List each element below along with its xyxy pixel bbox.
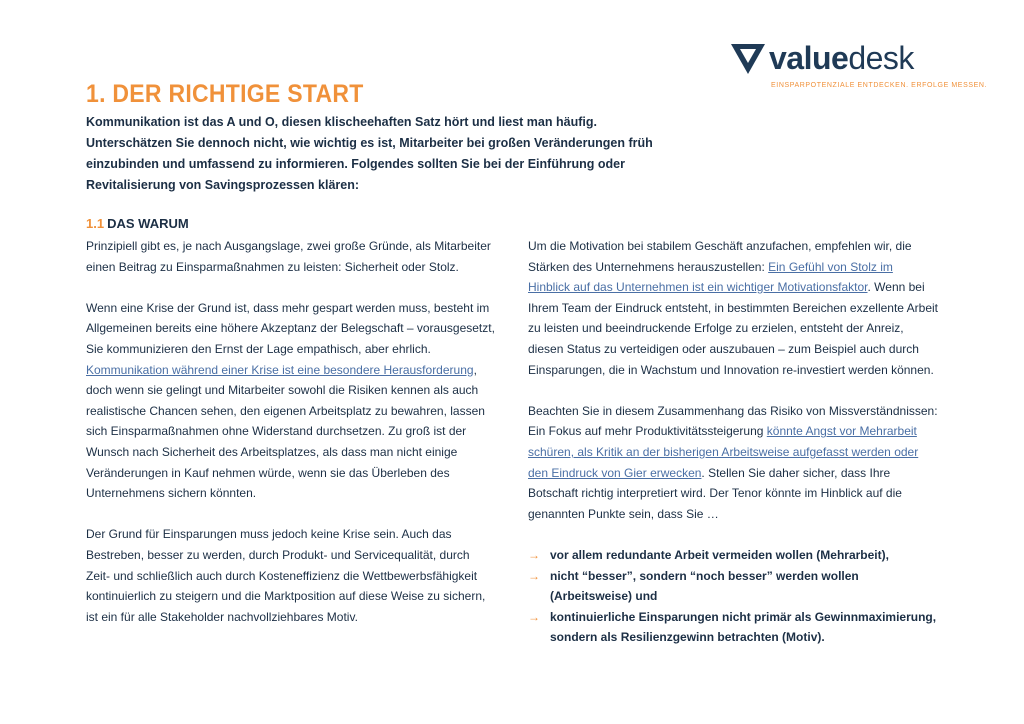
left-column [86, 236, 496, 648]
section-number: 1.1 [86, 216, 105, 231]
intro-paragraph: Kommunikation ist das A und O, diesen klischeehaften Satz hört und liest man häufig. Unterschätzen Sie dennoch nicht, wie wichtig es ist, Mitarbeiter bei großen Veränderungen früh einzubinden und umfassend zu informieren. Folgendes sollten Sie bei der Einführung oder Revitalisierung von Savingsprozessen klären: [86, 115, 653, 192]
arrow-right-icon: → [528, 609, 540, 624]
left-paragraph-2: Wenn eine Krise der Grund ist, dass mehr gespart werden muss, besteht im Allgemeinen bereits eine höhere Akzeptanz der Belegschaft – vorausgesetzt, Sie kommunizieren den Ernst der Lage empathisch, aber ehrlich. Kommunikation während einer Krise ist eine besondere Herausforderung, doch wenn sie gelingt und Mitarbeiter sowohl die Risiken kennen als auch realistische Chancen sehen, den eigenen Arbeitsplatz zu bewahren, lassen sich Einsparmaßnahmen ohne Widerstand durchsetzen. Zu groß ist der Wunsch nach Sicherheit des Arbeitsplatzes, als dass man nicht einige Veränderungen in Kauf nehmen würde, wenn sie das Überleben des Unternehmens sichern könnten. [86, 300, 495, 501]
list-item: → kontinuierliche Einsparungen nicht primär als Gewinnmaximierung, sondern als Resilienzgewinn betrachten (Motiv). [528, 607, 938, 648]
pride-motivation-link[interactable]: Ein Gefühl von Stolz im Hinblick auf das Unternehmen ist ein wichtiger Motivationsfaktor [528, 259, 893, 295]
section-title: DAS WARUM [107, 216, 189, 231]
valuedesk-logo [731, 40, 988, 94]
valuedesk-v-logo-icon [731, 44, 765, 74]
list-item: → vor allem redundante Arbeit vermeiden wollen (Mehrarbeit), [528, 545, 938, 566]
logo-wordmark: valuedesk [769, 40, 914, 76]
list-item: → nicht “besser”, sondern “noch besser” werden wollen (Arbeitsweise) und [528, 566, 938, 607]
section-heading [86, 216, 189, 231]
arrow-right-icon: → [528, 568, 540, 583]
misunderstanding-risk-link[interactable]: könnte Angst vor Mehrarbeit schüren, als Kritik an der bisherigen Arbeitsweise aufgefasst werden oder den Eindruck von Gier erwecken [528, 424, 919, 480]
arrow-right-icon: → [528, 547, 540, 562]
right-paragraph-2: Beachten Sie in diesem Zusammenhang das Risiko von Missverständnissen: Ein Fokus auf mehr Produktivitätssteigerung könnte Angst vor Mehrarbeit schüren, als Kritik an der bisherigen Arbeitsweise aufgefasst werden oder den Eindruck von Gier erwecken. Stellen Sie daher sicher, dass Ihre Botschaft richtig interpretiert wird. Der Tenor könnte im Hinblick auf die genannten Punkte sein, dass Sie … [528, 403, 938, 521]
left-paragraph-1: Prinzipiell gibt es, je nach Ausgangslage, zwei große Gründe, als Mitarbeiter einen Beitrag zu Einsparmaßnahmen zu leisten: Sicherheit oder Stolz. [86, 239, 491, 274]
page-title: 1. DER RICHTIGE START [86, 80, 364, 108]
left-paragraph-3: Der Grund für Einsparungen muss jedoch keine Krise sein. Auch das Bestreben, besser zu werden, durch Produkt- und Servicequalität, durch Zeit- und schließlich auch durch Kosteneffizienz die Wettbewerbsfähigkeit kontinuierlich zu steigern und die Marktposition auf diese Weise zu sichern, ist ein für alle Stakeholder nachvollziehbares Motiv. [86, 527, 486, 624]
tenor-list [528, 545, 938, 648]
right-column [528, 236, 938, 648]
logo-tagline: EINSPARPOTENZIALE ENTDECKEN. ERFOLGE MESSEN. [771, 82, 988, 89]
crisis-communication-link[interactable]: Kommunikation während einer Krise ist eine besondere Herausforderung [86, 362, 474, 377]
right-paragraph-1: Um die Motivation bei stabilem Geschäft anzufachen, empfehlen wir, die Stärken des Unternehmens herauszustellen: Ein Gefühl von Stolz im Hinblick auf das Unternehmen ist ein wichtiger Motivationsfaktor. Wenn bei Ihrem Team der Eindruck entsteht, in bestimmten Bereichen exzellente Arbeit zu leisten und beeindruckende Erfolge zu erzielen, entsteht der Anreiz, diesen Status zu verteidigen oder auszubauen – zum Beispiel auch durch Einsparungen, die in Wachstum und Innovation re-investiert werden können. [528, 239, 938, 377]
